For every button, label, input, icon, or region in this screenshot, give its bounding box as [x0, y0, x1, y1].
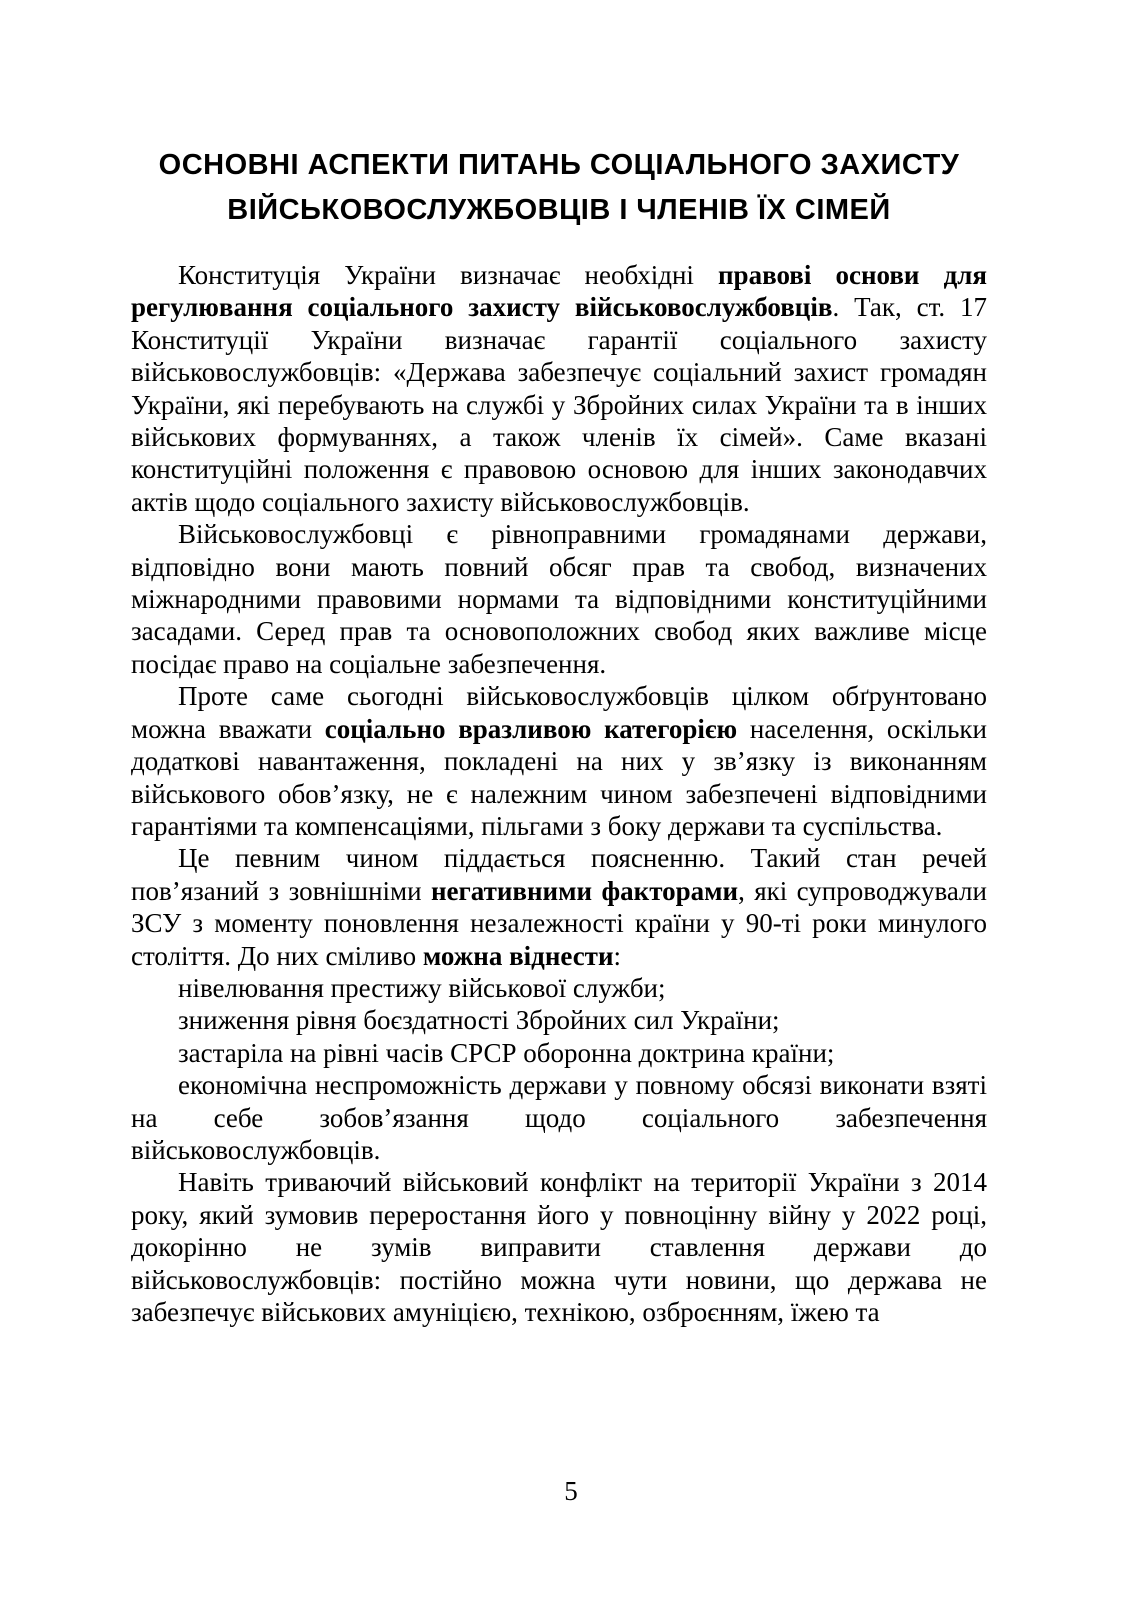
paragraph — [131, 1166, 987, 1328]
list-item — [131, 1069, 987, 1166]
text-run: Навіть триваючий військовий конфлікт на території України з 2014 року, який зумовив переростання його у повноцінну війну у 2022 році, докорінно не зумів виправити ставлення держави до військовослужбовців: постійно можна чути новини, що держава не забезпечує військових амуніцією, технікою, озброєнням, їжею та — [131, 1167, 987, 1327]
text-run: Проте саме сьогодні військовослужбовців цілком обґрунтовано можна вважати — [131, 681, 987, 744]
text-run: Конституція України визначає необхідні — [178, 260, 718, 290]
paragraph — [131, 680, 987, 842]
text-run: , які супроводжували ЗСУ з моменту поновлення незалежності країни у 90-ті роки минулого століття. До них сміливо — [131, 875, 987, 971]
list-item — [131, 972, 987, 1004]
text-run: нівелювання престижу військової служби; — [178, 972, 666, 1003]
document-body — [131, 259, 987, 1328]
text-run: зниження рівня боєздатності Збройних сил України; — [178, 1005, 780, 1036]
page-title: ОСНОВНІ АСПЕКТИ ПИТАНЬ СОЦІАЛЬНОГО ЗАХИСТУ ВІЙСЬКОВОСЛУЖБОВЦІВ І ЧЛЕНІВ ЇХ СІМЕЙ — [158, 149, 960, 226]
text-run: Це певним чином піддається поясненню. Такий стан речей пов’язаний з зовнішніми — [131, 843, 987, 906]
text-run: Військовослужбовці є рівноправними громадянами держави, відповідно вони мають повний обсяг прав та свобод, визначених міжнародними правовими нормами та відповідними конституційними засадами. Серед прав та основоположних свобод яких важливе місце посідає право на соціальне забезпечення. — [131, 519, 987, 679]
text-run: застаріла на рівні часів СРСР оборонна доктрина країни; — [178, 1037, 835, 1068]
list-item — [131, 1004, 987, 1036]
paragraph — [131, 518, 987, 680]
text-run: економічна неспроможність держави у повному обсязі виконати взяті на себе зобов’язання щодо соціального забезпечення військовослужбовців. — [131, 1070, 987, 1165]
text-run: негативними факторами — [430, 875, 739, 906]
text-run: : — [613, 940, 622, 971]
text-run: можна віднести — [422, 940, 614, 971]
text-run: населення, оскільки додаткові навантаження, покладені на них у зв’язку із виконанням військового обов’язку, не є належним чином забезпечені відповідними гарантіями та компенсаціями, пільгами з боку держави та суспільства. — [131, 713, 987, 841]
text-run: соціально вразливою категорією — [324, 713, 738, 744]
paragraph — [131, 842, 987, 972]
paragraph — [131, 259, 987, 518]
page-number: 5 — [564, 1476, 578, 1506]
text-run: правові основи для регулювання соціального захисту військовослужбовців — [131, 260, 987, 323]
text-run: . Так, ст. 17 Конституції України визначає гарантії соціального захисту військовослужбовців: «Держава забезпечує соціальний захист громадян України, які перебувають на службі у Збройних силах України та в інших військових формуваннях, а також членів їх сімей». Саме вказані конституційні положення є правовою основою для інших законодавчих актів щодо соціального захисту військовослужбовців. — [131, 292, 987, 517]
list-item — [131, 1037, 987, 1069]
